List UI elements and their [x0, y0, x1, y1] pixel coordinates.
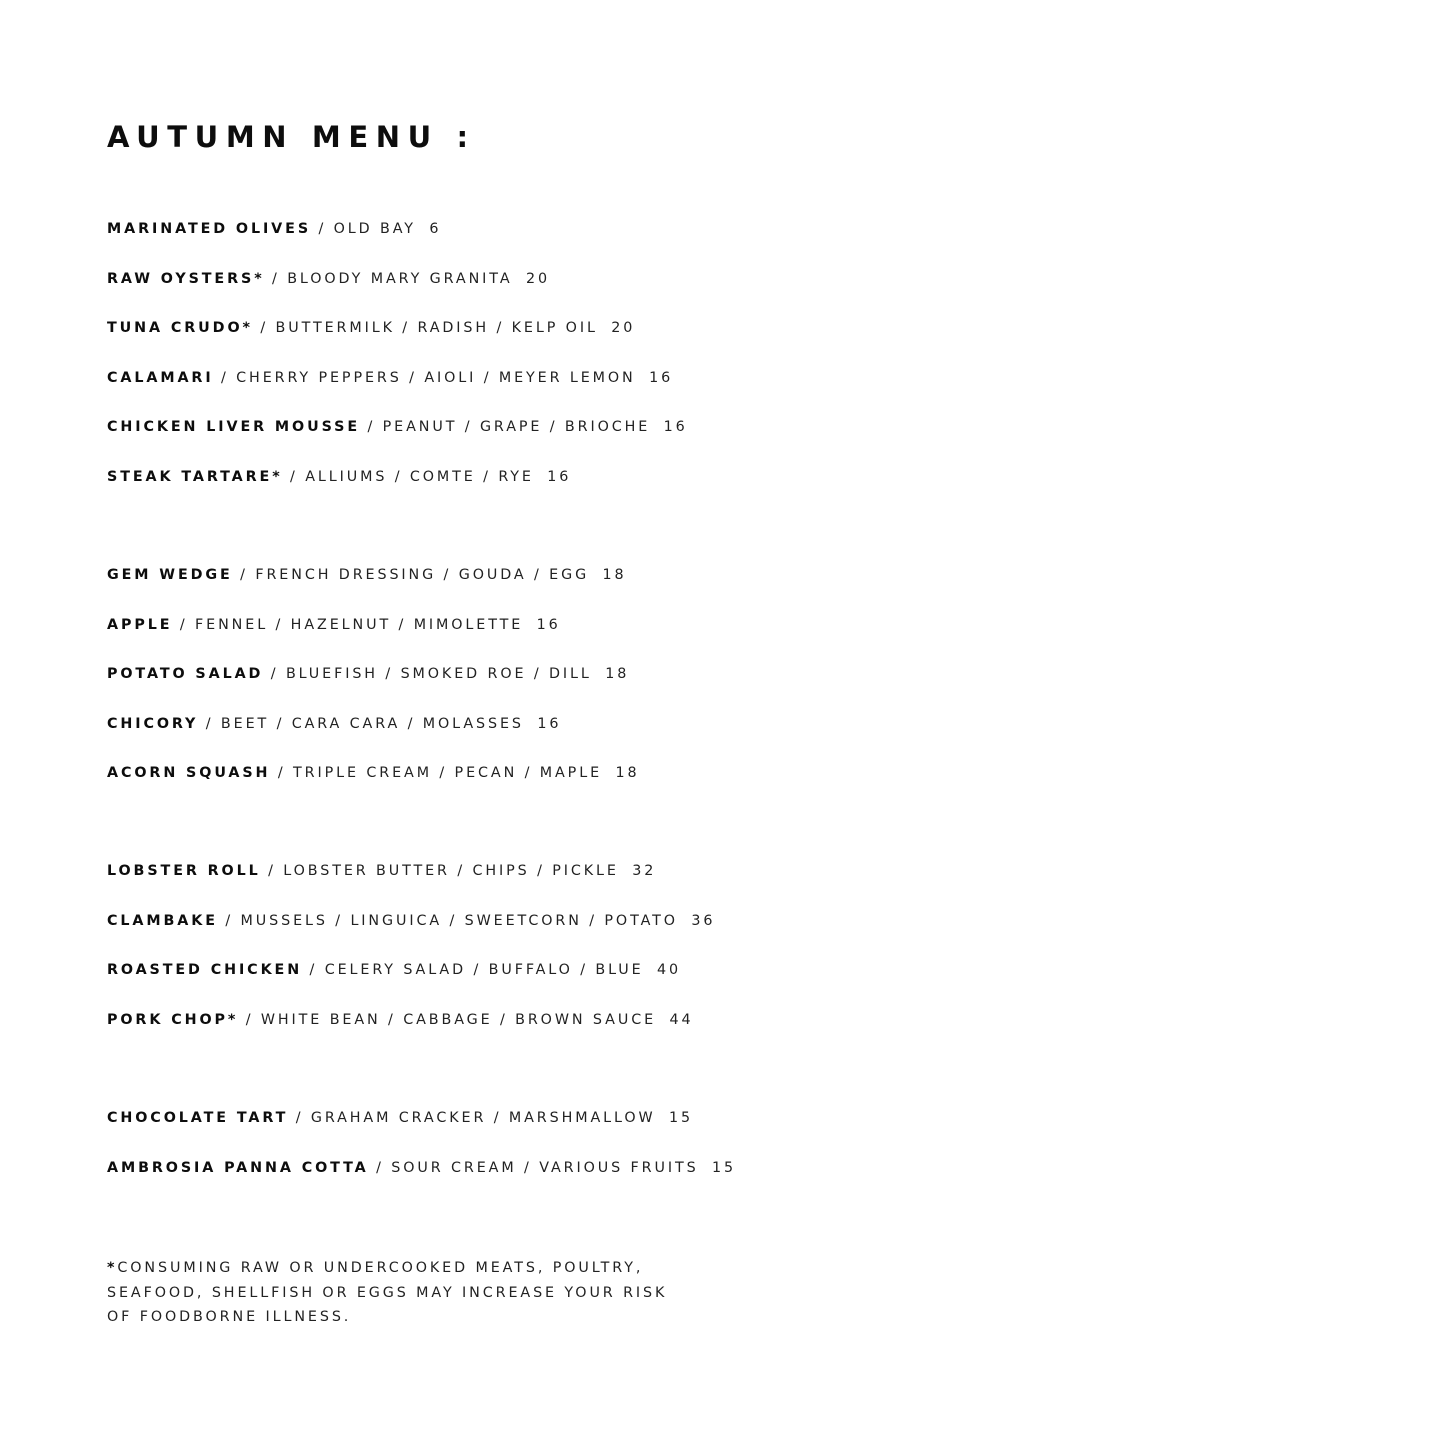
item-description: BLOODY MARY GRANITA: [287, 270, 513, 287]
item-description: CELERY SALAD / BUFFALO / BLUE: [324, 962, 644, 978]
item-separator: /: [311, 221, 334, 237]
item-separator: /: [368, 1159, 392, 1176]
item-name: AMBROSIA PANNA COTTA: [107, 1159, 369, 1176]
item-name: ACORN SQUASH: [107, 765, 271, 781]
menu-item: [107, 763, 639, 813]
menu-item: [107, 565, 639, 615]
disclaimer-line: OF FOODBORNE ILLNESS.: [107, 1309, 352, 1325]
item-name: TUNA CRUDO*: [107, 320, 253, 336]
disclaimer-line: *CONSUMING RAW OR UNDERCOOKED MEATS, POULTRY,: [107, 1260, 644, 1276]
menu-item: [107, 714, 639, 764]
menu-item: [107, 861, 715, 911]
disclaimer-asterisk: *: [107, 1260, 118, 1276]
item-description: SOUR CREAM / VARIOUS FRUITS: [391, 1159, 699, 1176]
item-price: 40: [657, 962, 682, 978]
item-separator: /: [213, 369, 237, 386]
item-price: 20: [611, 320, 636, 336]
item-price: 16: [547, 468, 572, 485]
menu-item: [107, 269, 688, 319]
item-price: 18: [602, 567, 627, 583]
item-name: PORK CHOP*: [107, 1011, 239, 1028]
item-separator: /: [360, 419, 383, 435]
item-description: TRIPLE CREAM / PECAN / MAPLE: [293, 765, 603, 781]
item-price: 32: [632, 863, 657, 879]
item-name: LOBSTER ROLL: [107, 863, 261, 879]
item-separator: /: [282, 468, 306, 485]
item-name: CALAMARI: [107, 369, 214, 386]
item-price: 18: [615, 765, 640, 781]
item-description: FENNEL / HAZELNUT / MIMOLETTE: [195, 616, 524, 633]
menu-item: [107, 664, 639, 714]
item-separator: /: [264, 270, 288, 287]
item-price: 16: [663, 419, 688, 435]
item-price: 16: [649, 369, 674, 386]
menu-item: [107, 368, 688, 418]
item-price: 18: [605, 666, 630, 682]
item-description: PEANUT / GRAPE / BRIOCHE: [382, 419, 651, 435]
item-name: RAW OYSTERS*: [107, 270, 265, 287]
menu-item: [107, 1010, 715, 1060]
item-description: LOBSTER BUTTER / CHIPS / PICKLE: [283, 863, 619, 879]
item-description: BUTTERMILK / RADISH / KELP OIL: [275, 320, 598, 336]
item-name: CHOCOLATE TART: [107, 1110, 289, 1126]
item-price: 15: [712, 1159, 737, 1176]
item-name: CHICORY: [107, 715, 199, 732]
item-separator: /: [217, 912, 241, 929]
item-description: BLUEFISH / SMOKED ROE / DILL: [285, 666, 592, 682]
item-description: OLD BAY: [333, 221, 416, 237]
menu-section-salads: [107, 565, 639, 813]
allergy-disclaimer: [107, 1256, 747, 1330]
item-separator: /: [198, 715, 221, 732]
item-price: 16: [536, 616, 561, 633]
item-description: GRAHAM CRACKER / MARSHMALLOW: [310, 1110, 656, 1126]
menu-title: AUTUMN MENU :: [107, 120, 476, 154]
item-name: CLAMBAKE: [107, 912, 218, 929]
menu-section-desserts: [107, 1108, 736, 1207]
menu-item: [107, 1108, 736, 1158]
item-description: BEET / CARA CARA / MOLASSES: [220, 715, 524, 732]
item-price: 6: [429, 221, 442, 237]
item-name: CHICKEN LIVER MOUSSE: [107, 419, 361, 435]
menu-item: [107, 615, 639, 665]
item-separator: /: [302, 962, 325, 978]
item-separator: /: [288, 1110, 311, 1126]
item-separator: /: [252, 320, 276, 336]
item-price: 20: [525, 270, 550, 287]
menu-item: [107, 467, 688, 517]
item-name: STEAK TARTARE*: [107, 468, 283, 485]
item-price: 15: [669, 1110, 694, 1126]
item-price: 16: [537, 715, 562, 732]
item-separator: /: [263, 666, 286, 682]
item-separator: /: [232, 567, 256, 583]
item-name: POTATO SALAD: [107, 666, 264, 682]
item-description: FRENCH DRESSING / GOUDA / EGG: [255, 567, 590, 583]
menu-section-starters: [107, 219, 688, 516]
item-price: 36: [691, 912, 716, 929]
item-description: ALLIUMS / COMTE / RYE: [305, 468, 534, 485]
menu-section-mains: [107, 861, 715, 1059]
menu-item: [107, 219, 688, 269]
item-name: MARINATED OLIVES: [107, 221, 312, 237]
item-name: ROASTED CHICKEN: [107, 962, 303, 978]
menu-item: [107, 417, 688, 467]
item-name: APPLE: [107, 616, 173, 633]
item-description: MUSSELS / LINGUICA / SWEETCORN / POTATO: [240, 912, 678, 929]
item-price: 44: [669, 1011, 694, 1028]
menu-item: [107, 960, 715, 1010]
item-separator: /: [238, 1011, 261, 1028]
menu-item: [107, 1158, 736, 1208]
disclaimer-line: SEAFOOD, SHELLFISH OR EGGS MAY INCREASE YOUR RISK: [107, 1284, 668, 1301]
item-separator: /: [270, 765, 294, 781]
item-separator: /: [172, 616, 196, 633]
menu-item: [107, 318, 688, 368]
item-description: CHERRY PEPPERS / AIOLI / MEYER LEMON: [236, 369, 636, 386]
item-name: GEM WEDGE: [107, 567, 233, 583]
item-description: WHITE BEAN / CABBAGE / BROWN SAUCE: [260, 1011, 657, 1028]
menu-item: [107, 911, 715, 961]
item-separator: /: [260, 863, 284, 879]
